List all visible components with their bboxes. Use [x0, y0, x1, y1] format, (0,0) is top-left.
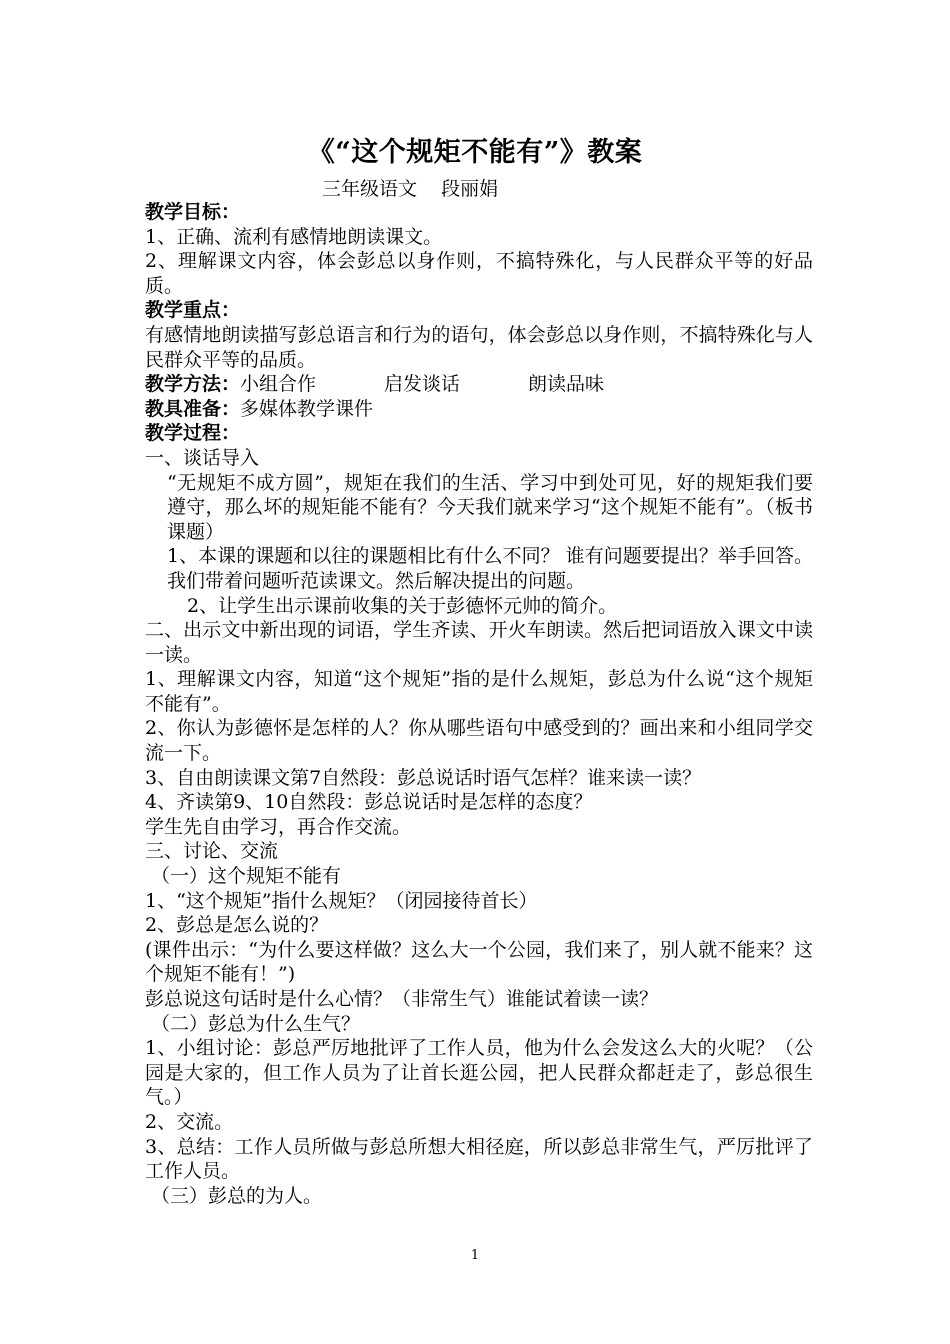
method-item: 朗读品味 [528, 373, 605, 396]
subsection-1-item-1: 1、“这个规矩”指什么规矩？（闭园接待首长） [145, 889, 538, 912]
subsection-1-item-3: 彭总说这句话时是什么心情？（非常生气）谁能试着读一读？ [145, 988, 659, 1010]
subsection-1-title: （一）这个规矩不能有 [151, 865, 342, 888]
subsection-2-title: （二）彭总为什么生气？ [151, 1012, 361, 1035]
subsection-2-item-1: 1、小组讨论：彭总严厉地批评了工作人员，他为什么会发这么大的火呢？（公园是大家的，但工作人员为了让首长逛公园，把人民群众都赶走了，彭总很生气。） [145, 1037, 813, 1109]
method-item: 启发谈话 [384, 373, 461, 396]
step1-text: “无规矩不成方圆”，规矩在我们的生活、学习中到处可见，好的规矩我们要遵守，那么坏的规矩能不能有？今天我们就来学习“这个规矩不能有”。（板书课题） [167, 471, 813, 543]
subsection-2-item-2: 2、交流。 [145, 1110, 234, 1133]
step2-item-1: 1、理解课文内容，知道“这个规矩”指的是什么规矩，彭总为什么说“这个规矩不能有”。 [145, 668, 813, 715]
subsection-3-title: （三）彭总的为人。 [151, 1184, 323, 1207]
process-heading: 教学过程： [145, 422, 241, 445]
step2-item-2: 2、你认为彭德怀是怎样的人？你从哪些语句中感受到的？画出来和小组同学交流一下。 [145, 717, 813, 765]
goal-item-2: 2、理解课文内容，体会彭总以身作则，不搞特殊化，与人民群众平等的好品质。 [145, 250, 813, 297]
method-item: 小组合作 [240, 373, 317, 396]
focus-heading: 教学重点： [145, 299, 241, 322]
subsection-1-quote: (课件出示：“为什么要这样做？这么大一个公园，我们来了，别人就不能来？这个规矩不能有！”) [145, 938, 813, 986]
subsection-1-item-2: 2、彭总是怎么说的？ [145, 914, 329, 937]
step2-item-3: 3、自由朗读课文第7自然段：彭总说话时语气怎样？谁来读一读？ [145, 766, 702, 789]
document-subtitle: 三年级语文 段丽娟 [322, 178, 499, 200]
goal-item-1: 1、正确、流利有感情地朗读课文。 [145, 225, 443, 248]
tools-text: 多媒体教学课件 [240, 397, 374, 420]
subsection-2-item-3: 3、总结：工作人员所做与彭总所想大相径庭，所以彭总非常生气，严厉批评了工作人员。 [145, 1135, 813, 1183]
tools-heading: 教具准备： [145, 397, 241, 420]
step3-title: 三、讨论、交流 [145, 840, 279, 863]
step1-question-2: 2、让学生出示课前收集的关于彭德怀元帅的简介。 [187, 594, 618, 617]
tools-line [145, 397, 813, 422]
step2-title: 二、出示文中新出现的词语，学生齐读、开火车朗读。然后把词语放入课文中读一读。 [145, 619, 813, 666]
step1-title: 一、谈话导入 [145, 446, 260, 469]
method-line [145, 372, 813, 397]
document-title: 《“这个规矩不能有”》教案 [307, 137, 643, 168]
focus-text: 有感情地朗读描写彭总语言和行为的语句，体会彭总以身作则，不搞特殊化与人民群众平等的品质。 [145, 323, 813, 371]
step2-item-5: 学生先自由学习，再合作交流。 [145, 815, 412, 838]
goal-heading: 教学目标： [145, 201, 241, 223]
step1-question-1: 1、本课的课题和以往的课题相比有什么不同？ 谁有问题要提出？举手回答。我们带着问题听范读课文。然后解决提出的问题。 [167, 545, 813, 592]
method-heading: 教学方法： [145, 373, 241, 396]
document-body [145, 200, 813, 1208]
step2-item-4: 4、齐读第9、10自然段：彭总说话时是怎样的态度？ [145, 791, 593, 814]
page-number: 1 [470, 1248, 480, 1263]
